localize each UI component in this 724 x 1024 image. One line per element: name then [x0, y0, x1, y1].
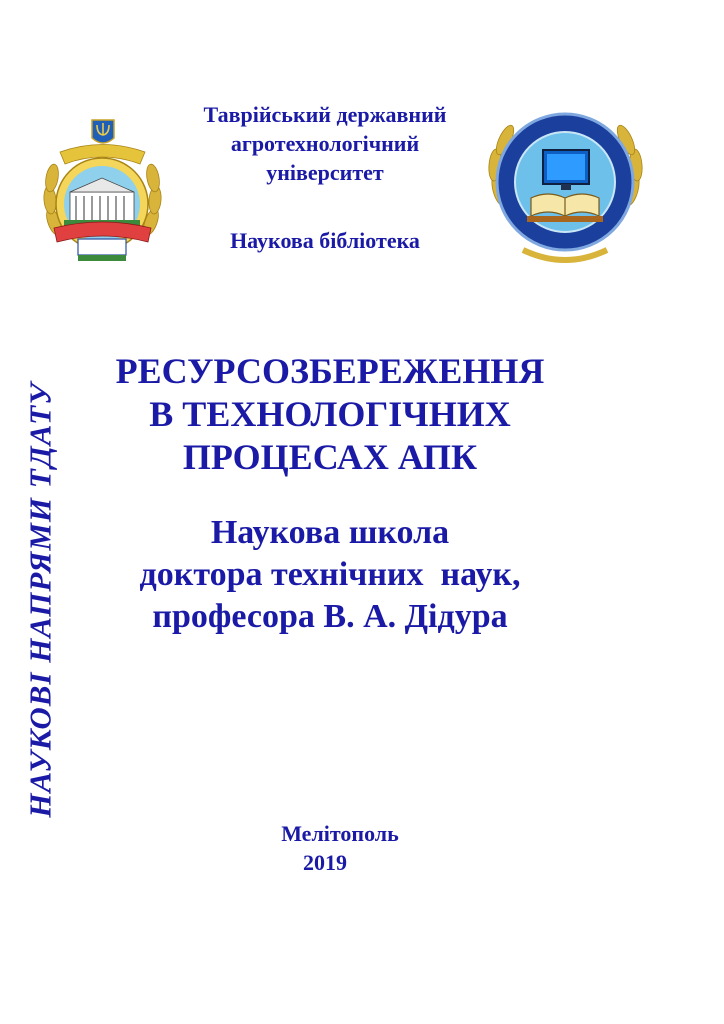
university-line-1: Таврійський державний	[203, 102, 447, 127]
library-emblem-icon	[483, 100, 648, 270]
subtitle-line-3: професора В. А. Дідура	[152, 598, 508, 635]
subtitle	[90, 512, 570, 638]
university-line-2: агротехнологічний	[230, 131, 420, 156]
title-line-1: РЕСУРСОЗБЕРЕЖЕННЯ	[115, 351, 545, 391]
university-emblem-icon	[40, 112, 165, 267]
subtitle-line-2: доктора технічних наук,	[139, 556, 521, 593]
university-name	[160, 100, 490, 187]
library-name: Наукова бібліотека	[230, 228, 420, 253]
title-line-3: ПРОЦЕСАХ АПК	[182, 437, 478, 477]
subtitle-line-1: Наукова школа	[210, 514, 450, 551]
side-caption-text: НАУКОВІ НАПРЯМИ ТДАТУ	[23, 382, 59, 818]
title-line-2: В ТЕХНОЛОГІЧНИХ	[149, 394, 511, 434]
side-caption	[10, 350, 72, 850]
university-line-3: університет	[266, 160, 384, 185]
main-title	[90, 350, 570, 479]
year: 2019	[303, 850, 347, 875]
city: Мелітополь	[281, 821, 399, 846]
